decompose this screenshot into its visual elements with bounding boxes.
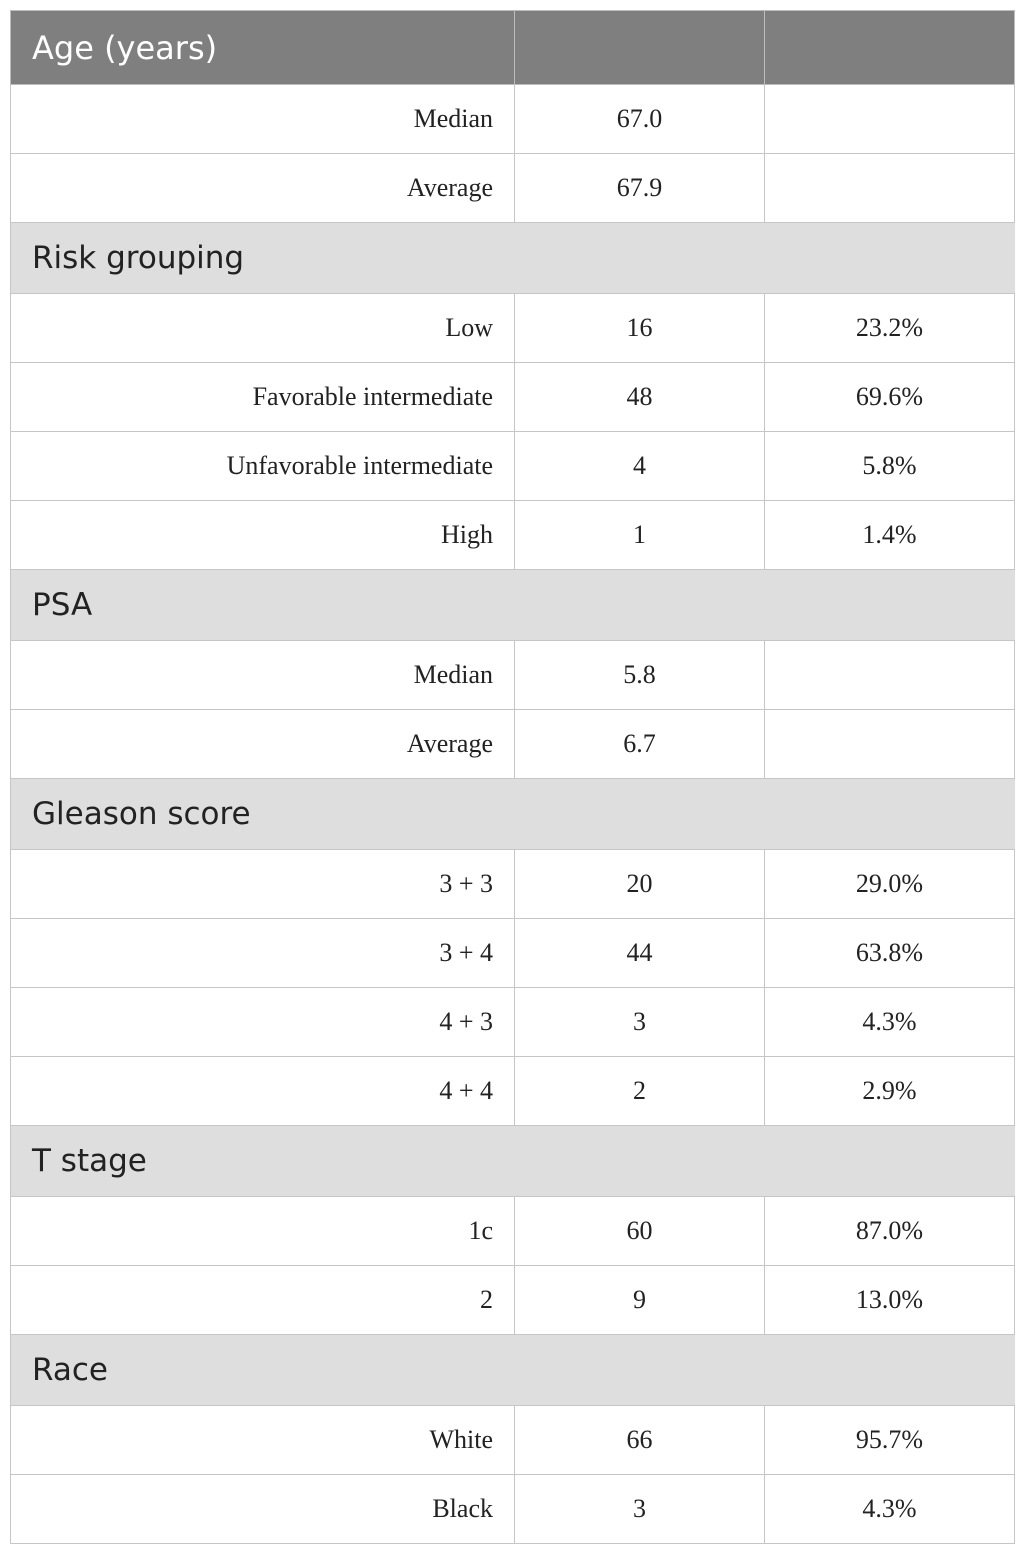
row-percent: 87.0% <box>765 1197 1015 1266</box>
row-count: 67.9 <box>515 154 765 223</box>
table-row <box>11 641 1015 710</box>
row-percent: 4.3% <box>765 1475 1015 1544</box>
row-percent: 5.8% <box>765 432 1015 501</box>
table-row <box>11 294 1015 363</box>
row-percent: 63.8% <box>765 919 1015 988</box>
table-row <box>11 1406 1015 1475</box>
row-percent: 69.6% <box>765 363 1015 432</box>
row-label: 3 + 3 <box>11 850 515 919</box>
section-heading: Race <box>11 1335 1015 1406</box>
table-row <box>11 1057 1015 1126</box>
row-label: 1c <box>11 1197 515 1266</box>
row-count: 67.0 <box>515 85 765 154</box>
header-empty-cell <box>515 11 765 85</box>
row-count: 3 <box>515 1475 765 1544</box>
table-row <box>11 1266 1015 1335</box>
row-label: Low <box>11 294 515 363</box>
row-percent <box>765 710 1015 779</box>
section-header-row <box>11 11 1015 85</box>
row-count: 5.8 <box>515 641 765 710</box>
row-count: 20 <box>515 850 765 919</box>
section-heading: PSA <box>11 570 1015 641</box>
row-percent: 95.7% <box>765 1406 1015 1475</box>
row-label: Favorable intermediate <box>11 363 515 432</box>
row-percent: 1.4% <box>765 501 1015 570</box>
table-row <box>11 1475 1015 1544</box>
row-count: 9 <box>515 1266 765 1335</box>
row-count: 2 <box>515 1057 765 1126</box>
row-count: 3 <box>515 988 765 1057</box>
section-header-row <box>11 1335 1015 1406</box>
table-row <box>11 1197 1015 1266</box>
table-row <box>11 710 1015 779</box>
row-percent: 29.0% <box>765 850 1015 919</box>
characteristics-table <box>10 10 1015 1544</box>
header-empty-cell <box>765 11 1015 85</box>
row-count: 48 <box>515 363 765 432</box>
table-row <box>11 919 1015 988</box>
row-label: White <box>11 1406 515 1475</box>
row-label: High <box>11 501 515 570</box>
row-label: Average <box>11 710 515 779</box>
row-count: 4 <box>515 432 765 501</box>
row-count: 60 <box>515 1197 765 1266</box>
row-count: 6.7 <box>515 710 765 779</box>
row-label: Median <box>11 85 515 154</box>
table-row <box>11 850 1015 919</box>
section-header-row <box>11 779 1015 850</box>
row-label: 4 + 3 <box>11 988 515 1057</box>
row-label: Median <box>11 641 515 710</box>
row-percent: 13.0% <box>765 1266 1015 1335</box>
row-count: 44 <box>515 919 765 988</box>
section-heading: Age (years) <box>11 11 515 85</box>
row-label: 4 + 4 <box>11 1057 515 1126</box>
table-row <box>11 432 1015 501</box>
section-heading: Risk grouping <box>11 223 1015 294</box>
section-heading: Gleason score <box>11 779 1015 850</box>
row-percent <box>765 154 1015 223</box>
row-percent <box>765 85 1015 154</box>
row-percent: 4.3% <box>765 988 1015 1057</box>
table-row <box>11 363 1015 432</box>
table-row <box>11 154 1015 223</box>
row-label: Black <box>11 1475 515 1544</box>
row-percent: 23.2% <box>765 294 1015 363</box>
row-label: 2 <box>11 1266 515 1335</box>
row-percent: 2.9% <box>765 1057 1015 1126</box>
row-label: Unfavorable intermediate <box>11 432 515 501</box>
table-row <box>11 85 1015 154</box>
row-count: 16 <box>515 294 765 363</box>
section-header-row <box>11 1126 1015 1197</box>
row-label: 3 + 4 <box>11 919 515 988</box>
row-percent <box>765 641 1015 710</box>
table-body <box>11 11 1015 1544</box>
section-header-row <box>11 223 1015 294</box>
section-header-row <box>11 570 1015 641</box>
row-label: Average <box>11 154 515 223</box>
table-row <box>11 501 1015 570</box>
characteristics-table-container <box>10 10 1014 1544</box>
row-count: 1 <box>515 501 765 570</box>
section-heading: T stage <box>11 1126 1015 1197</box>
row-count: 66 <box>515 1406 765 1475</box>
table-row <box>11 988 1015 1057</box>
